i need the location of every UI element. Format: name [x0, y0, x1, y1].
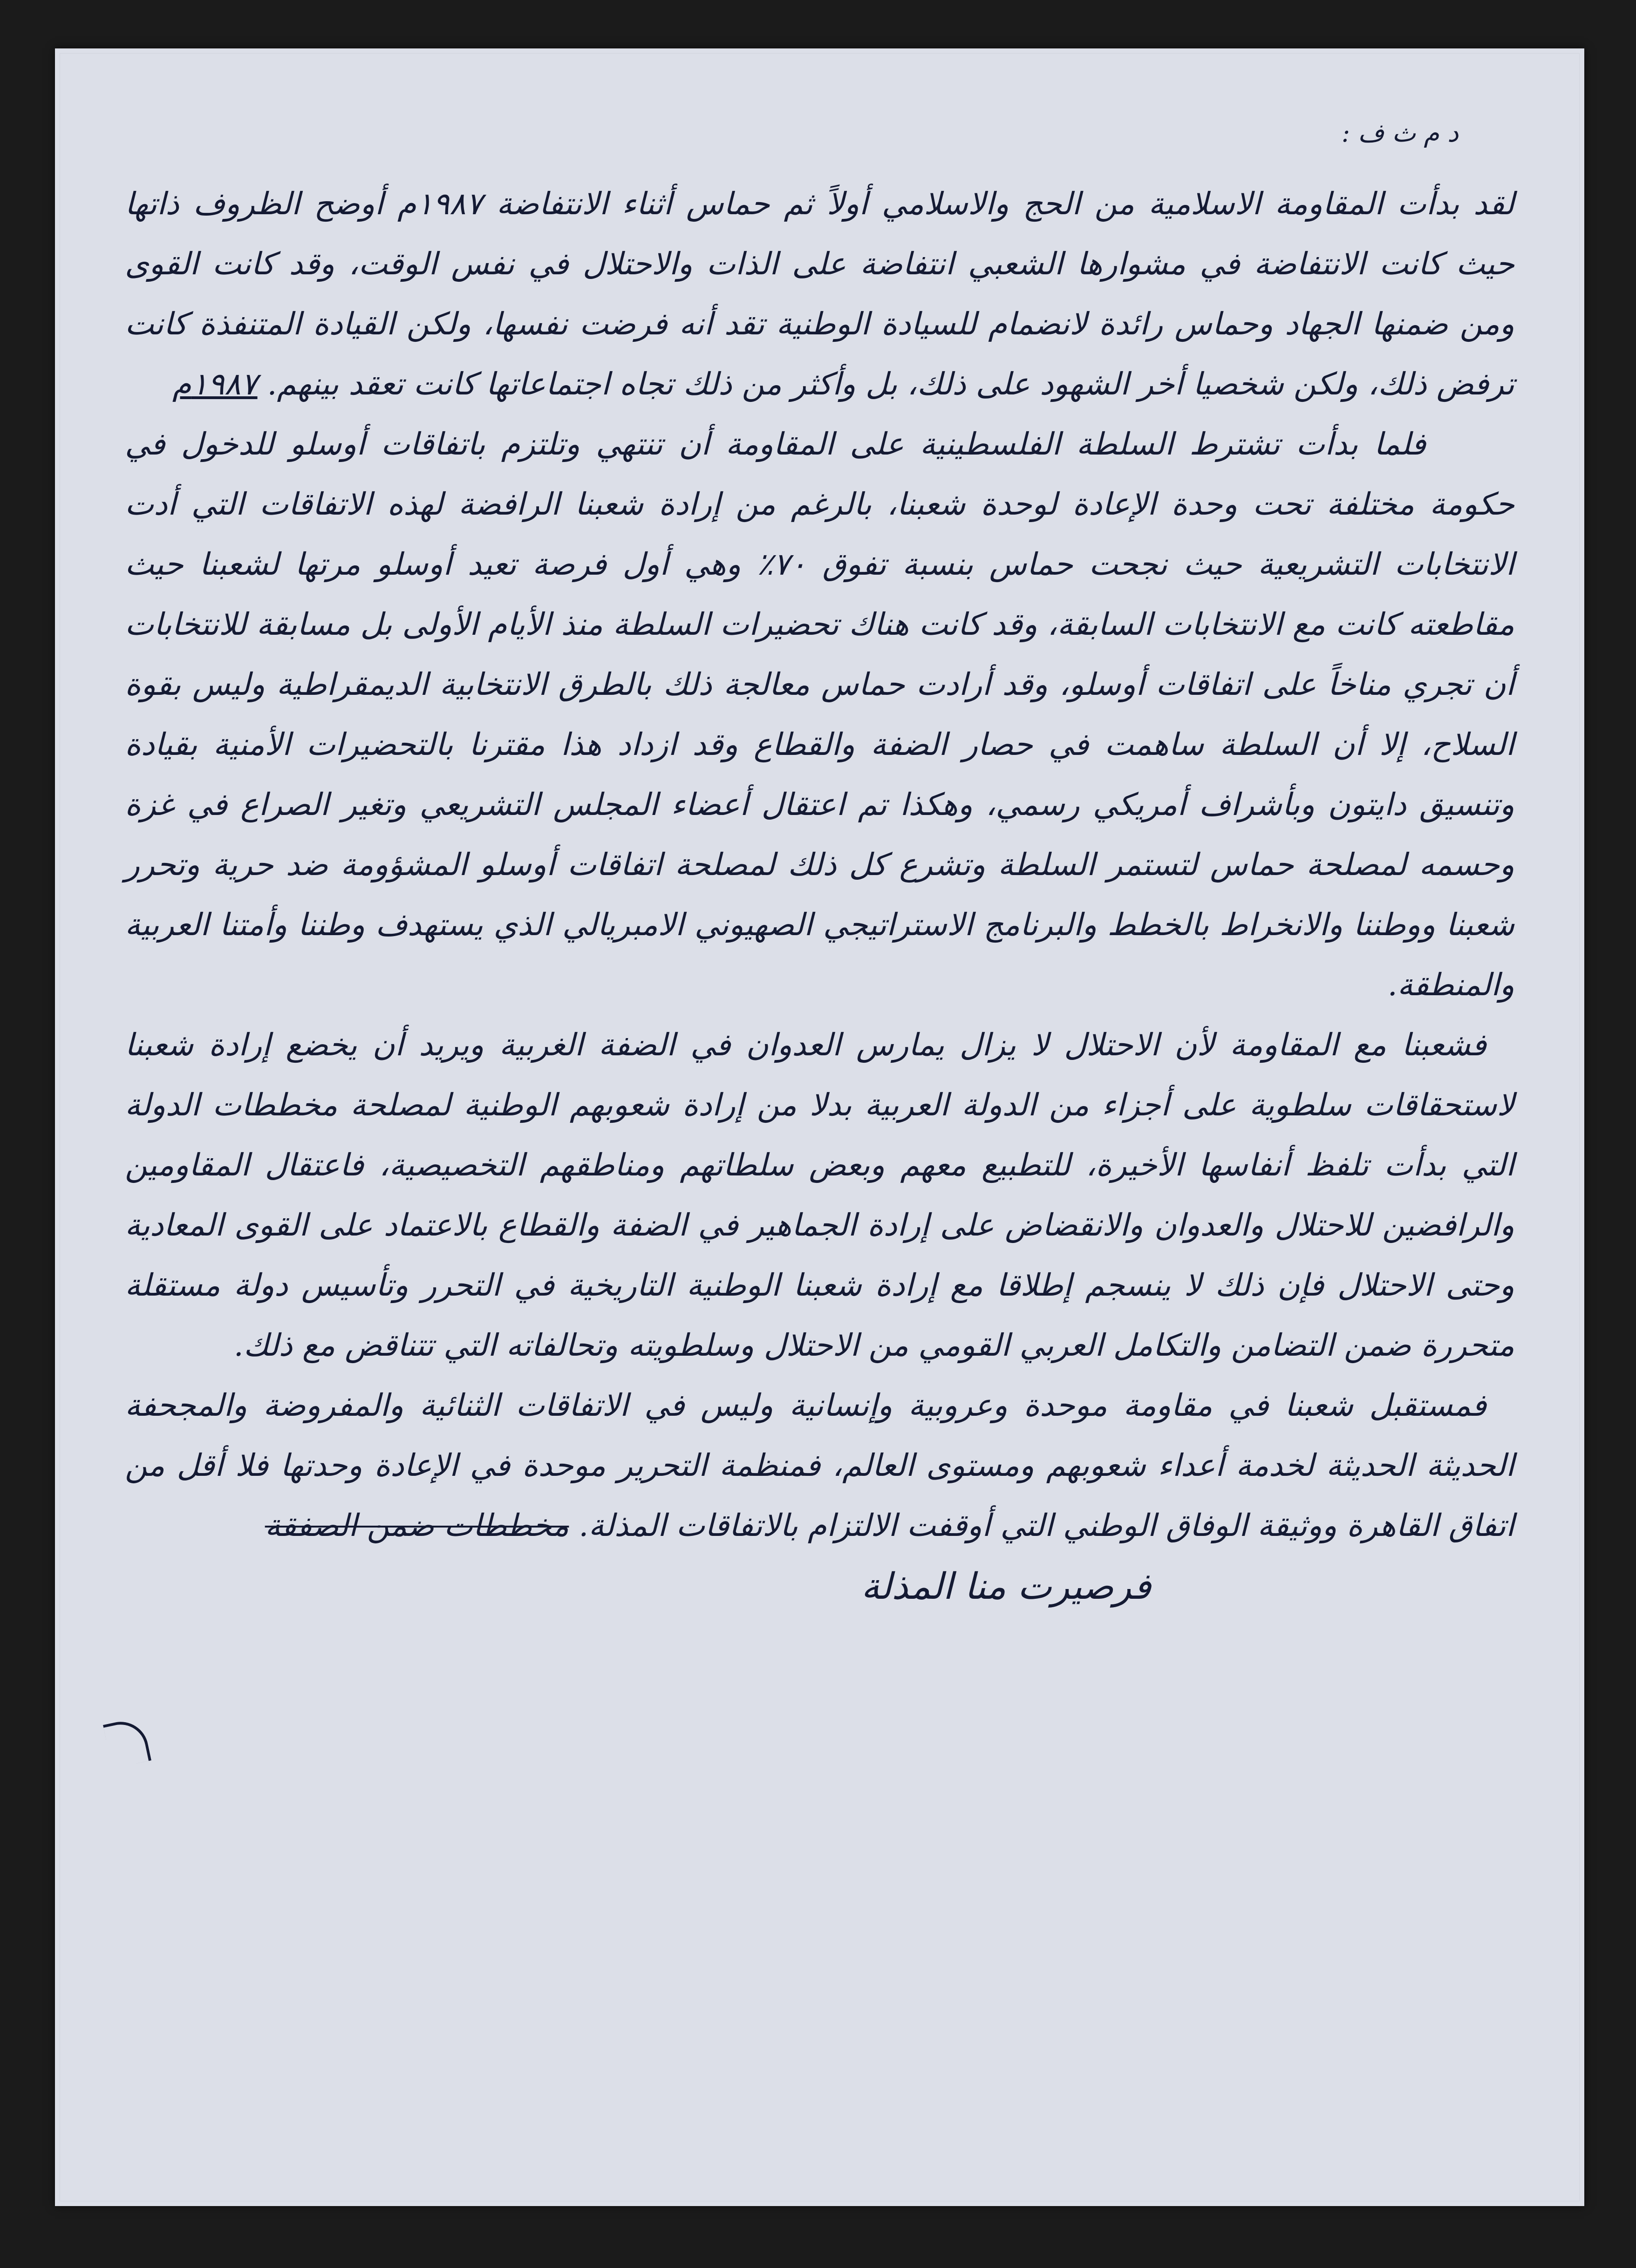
letter-header: د م ث ف : — [1341, 118, 1459, 148]
paragraph-4-text: فمستقبل شعبنا في مقاومة موحدة وعروبية وإنسانية وليس في الاتفاقات الثنائية والمفروضة والمجحفة الحديثة الحديثة لخدمة أعداء شعوبهم ومستوى العالم، فمنظمة التحرير موحدة في الإعادة وحدتها فلا أقل من اتفاق القاهرة ووثيقة الوفاق الوطني التي أوقفت الالتزام بالاتفاقات المذلة. — [125, 1387, 1514, 1543]
paragraph-1-text: لقد بدأت المقاومة الاسلامية من الحج والاسلامي أولاً ثم حماس أثناء الانتفاضة ١٩٨٧م أوضح الظروف ذاتها حيث كانت الانتفاضة في مشوارها الشعبي انتفاضة على الذات والاحتلال في نفس الوقت، وقد كانت القوى ومن ضمنها الجهاد وحماس رائدة لانضمام للسيادة الوطنية تقد أنه فرضت نفسها، ولكن القيادة المتنفذة كانت ترفض ذلك، ولكن شخصيا أخر الشهود على ذلك، بل وأكثر من ذلك تجاه اجتماعاتها كانت تعقد بينهم. — [125, 186, 1515, 402]
handwritten-letter — [125, 118, 1514, 2113]
closing-line: فرصيرت منا المذلة — [861, 1566, 1151, 1608]
paragraph-1 — [125, 174, 1514, 414]
paragraph-4 — [125, 1375, 1514, 1555]
paragraph-2: فلما بدأت تشترط السلطة الفلسطينية على المقاومة أن تنتهي وتلتزم باتفاقات أوسلو للدخول في حكومة مختلفة تحت وحدة الإعادة لوحدة شعبنا، بالرغم من إرادة شعبنا الرافضة لهذه الاتفاقات التي أدت الانتخابات التشريعية حيث نجحت حماس بنسبة تفوق ٧٠٪ وهي أول فرصة تعيد أوسلو مرتها لشعبنا حيث مقاطعته كانت مع الانتخابات السابقة، وقد كانت هناك تحضيرات السلطة منذ الأيام الأولى بل مسابقة للانتخابات أن تجري مناخاً على اتفاقات أوسلو، وقد أرادت حماس معالجة ذلك بالطرق الانتخابية الديمقراطية وليس بقوة السلاح، إلا أن السلطة ساهمت في حصار الضفة والقطاع وقد ازداد هذا مقترنا بالتحضيرات الأمنية بقيادة وتنسيق دايتون وبأشراف أمريكي رسمي، وهكذا تم اعتقال أعضاء المجلس التشريعي وتغير الصراع في غزة وحسمه لمصلحة حماس لتستمر السلطة وتشرع كل ذلك لمصلحة اتفاقات أوسلو المشؤومة ضد حرية وتحرر شعبنا ووطننا والانخراط بالخطط والبرنامج الاستراتيجي الصهيوني الامبريالي الذي يستهدف وطننا وأمتنا العربية والمنطقة. — [125, 426, 1515, 1003]
year-mark: ١٩٨٧م — [172, 366, 258, 402]
struck-out-text: مخططات ضمن الصفقة — [265, 1507, 569, 1543]
paragraph-3: فشعبنا مع المقاومة لأن الاحتلال لا يزال يمارس العدوان في الضفة الغربية ويريد أن يخضع إرادة شعبنا لاستحقاقات سلطوية على أجزاء من الدولة العربية بدلا من إرادة شعوبهم الوطنية لمصلحة مخططات الدولة التي بدأت تلفظ أنفاسها الأخيرة، للتطبيع معهم وبعض سلطاتهم ومناطقهم التخصيصية، فاعتقال المقاومين والرافضين للاحتلال والعدوان والانقضاض على إرادة الجماهير في الضفة والقطاع بالاعتماد على القوى المعادية وحتى الاحتلال فإن ذلك لا ينسجم إطلاقا مع إرادة شعبنا الوطنية التاريخية في التحرر وتأسيس دولة مستقلة متحررة ضمن التضامن والتكامل العربي القومي من الاحتلال وسلطويته وتحالفاته التي تتناقض مع ذلك. — [125, 1027, 1514, 1363]
document-page — [55, 48, 1584, 2206]
